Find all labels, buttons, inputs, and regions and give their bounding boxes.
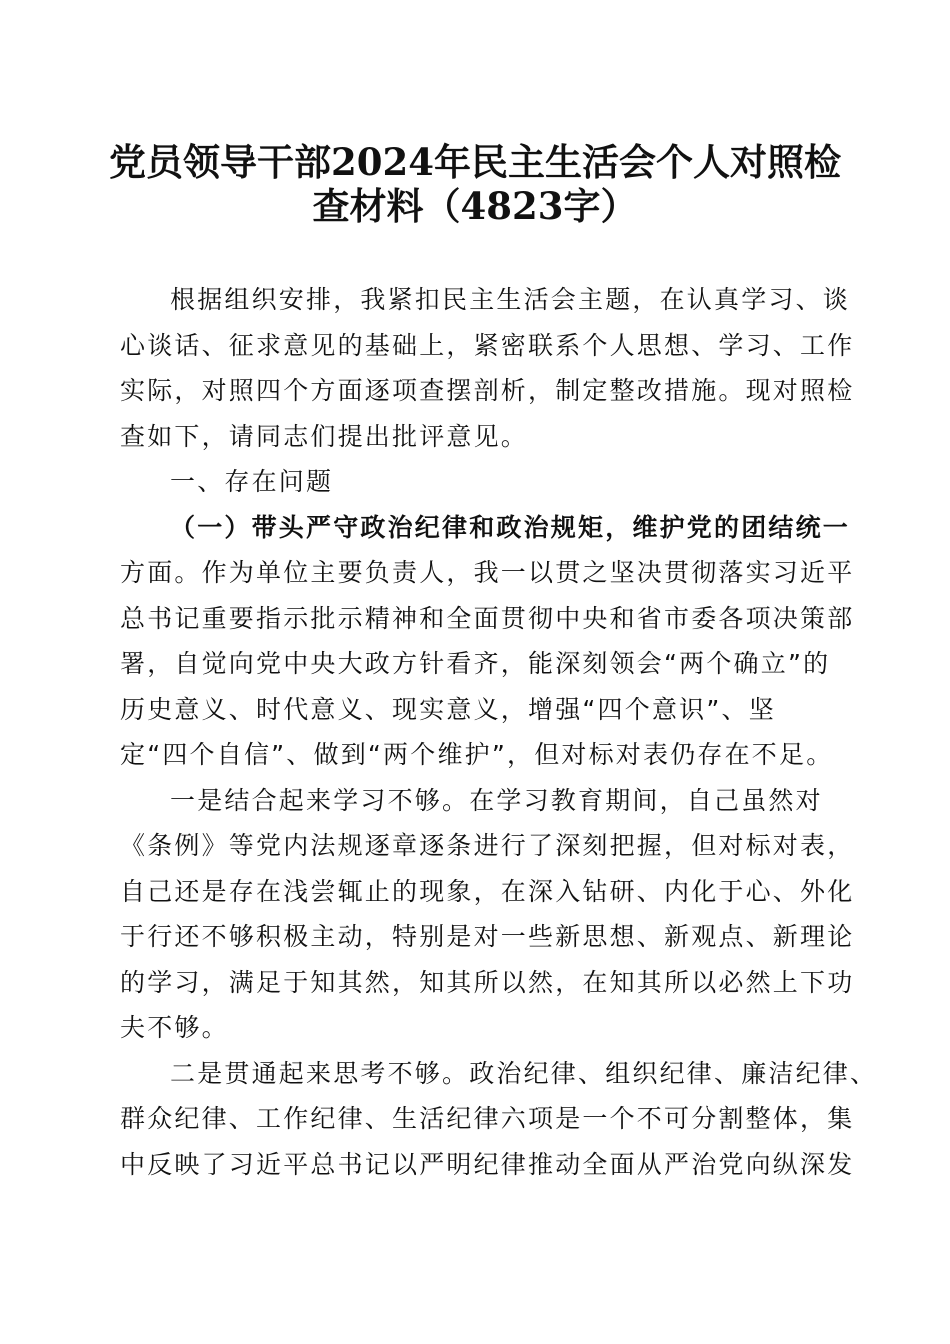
body-line: 《条例》等党内法规逐章逐条进行了深刻把握，但对标对表， [120,831,855,860]
document-title-line-2: 查材料（4823字） [312,184,638,228]
body-line: 根据组织安排，我紧扣民主生活会主题，在认真学习、谈 [170,285,851,314]
body-line: 方面。作为单位主要负责人，我一以贯之坚决贯彻落实习近平 [120,558,855,587]
body-line: 历史意义、时代意义、现实意义，增强“四个意识”、坚 [120,694,776,724]
subsection-heading: （一）带头严守政治纪律和政治规矩，维护党的团结统一 [170,512,851,542]
body-line: 夫不够。 [120,1013,229,1042]
body-line: 心谈话、征求意见的基础上，紧密联系个人思想、学习、工作 [120,330,855,360]
body-line: 二是贯通起来思考不够。政治纪律、组织纪律、廉洁纪律、 [170,1058,878,1088]
body-line: 一是结合起来学习不够。在学习教育期间，自己虽然对 [170,785,823,815]
section-heading: 一、存在问题 [170,467,334,496]
document-title-line-1: 党员领导干部2024年民主生活会个人对照检 [109,140,841,184]
body-line: 中反映了习近平总书记以严明纪律推动全面从严治党向纵深发 [120,1149,855,1179]
body-line: 定“四个自信”、做到“两个维护”，但对标对表仍存在不足。 [120,740,834,769]
body-line: 总书记重要指示批示精神和全面贯彻中央和省市委各项决策部 [120,603,855,633]
document-body [120,277,878,1187]
body-line: 群众纪律、工作纪律、生活纪律六项是一个不可分割整体，集 [120,1104,855,1133]
body-line: 的学习，满足于知其然，知其所以然，在知其所以必然上下功 [120,967,855,997]
body-line: 实际，对照四个方面逐项查摆剖析，制定整改措施。现对照检 [120,376,855,405]
body-line: 查如下，请同志们提出批评意见。 [120,421,529,451]
body-line: 于行还不够积极主动，特别是对一些新思想、新观点、新理论 [120,922,855,951]
body-line: 署，自觉向党中央大政方针看齐，能深刻领会“两个确立”的 [120,649,831,678]
body-line: 自己还是存在浅尝辄止的现象，在深入钻研、内化于心、外化 [120,876,855,906]
